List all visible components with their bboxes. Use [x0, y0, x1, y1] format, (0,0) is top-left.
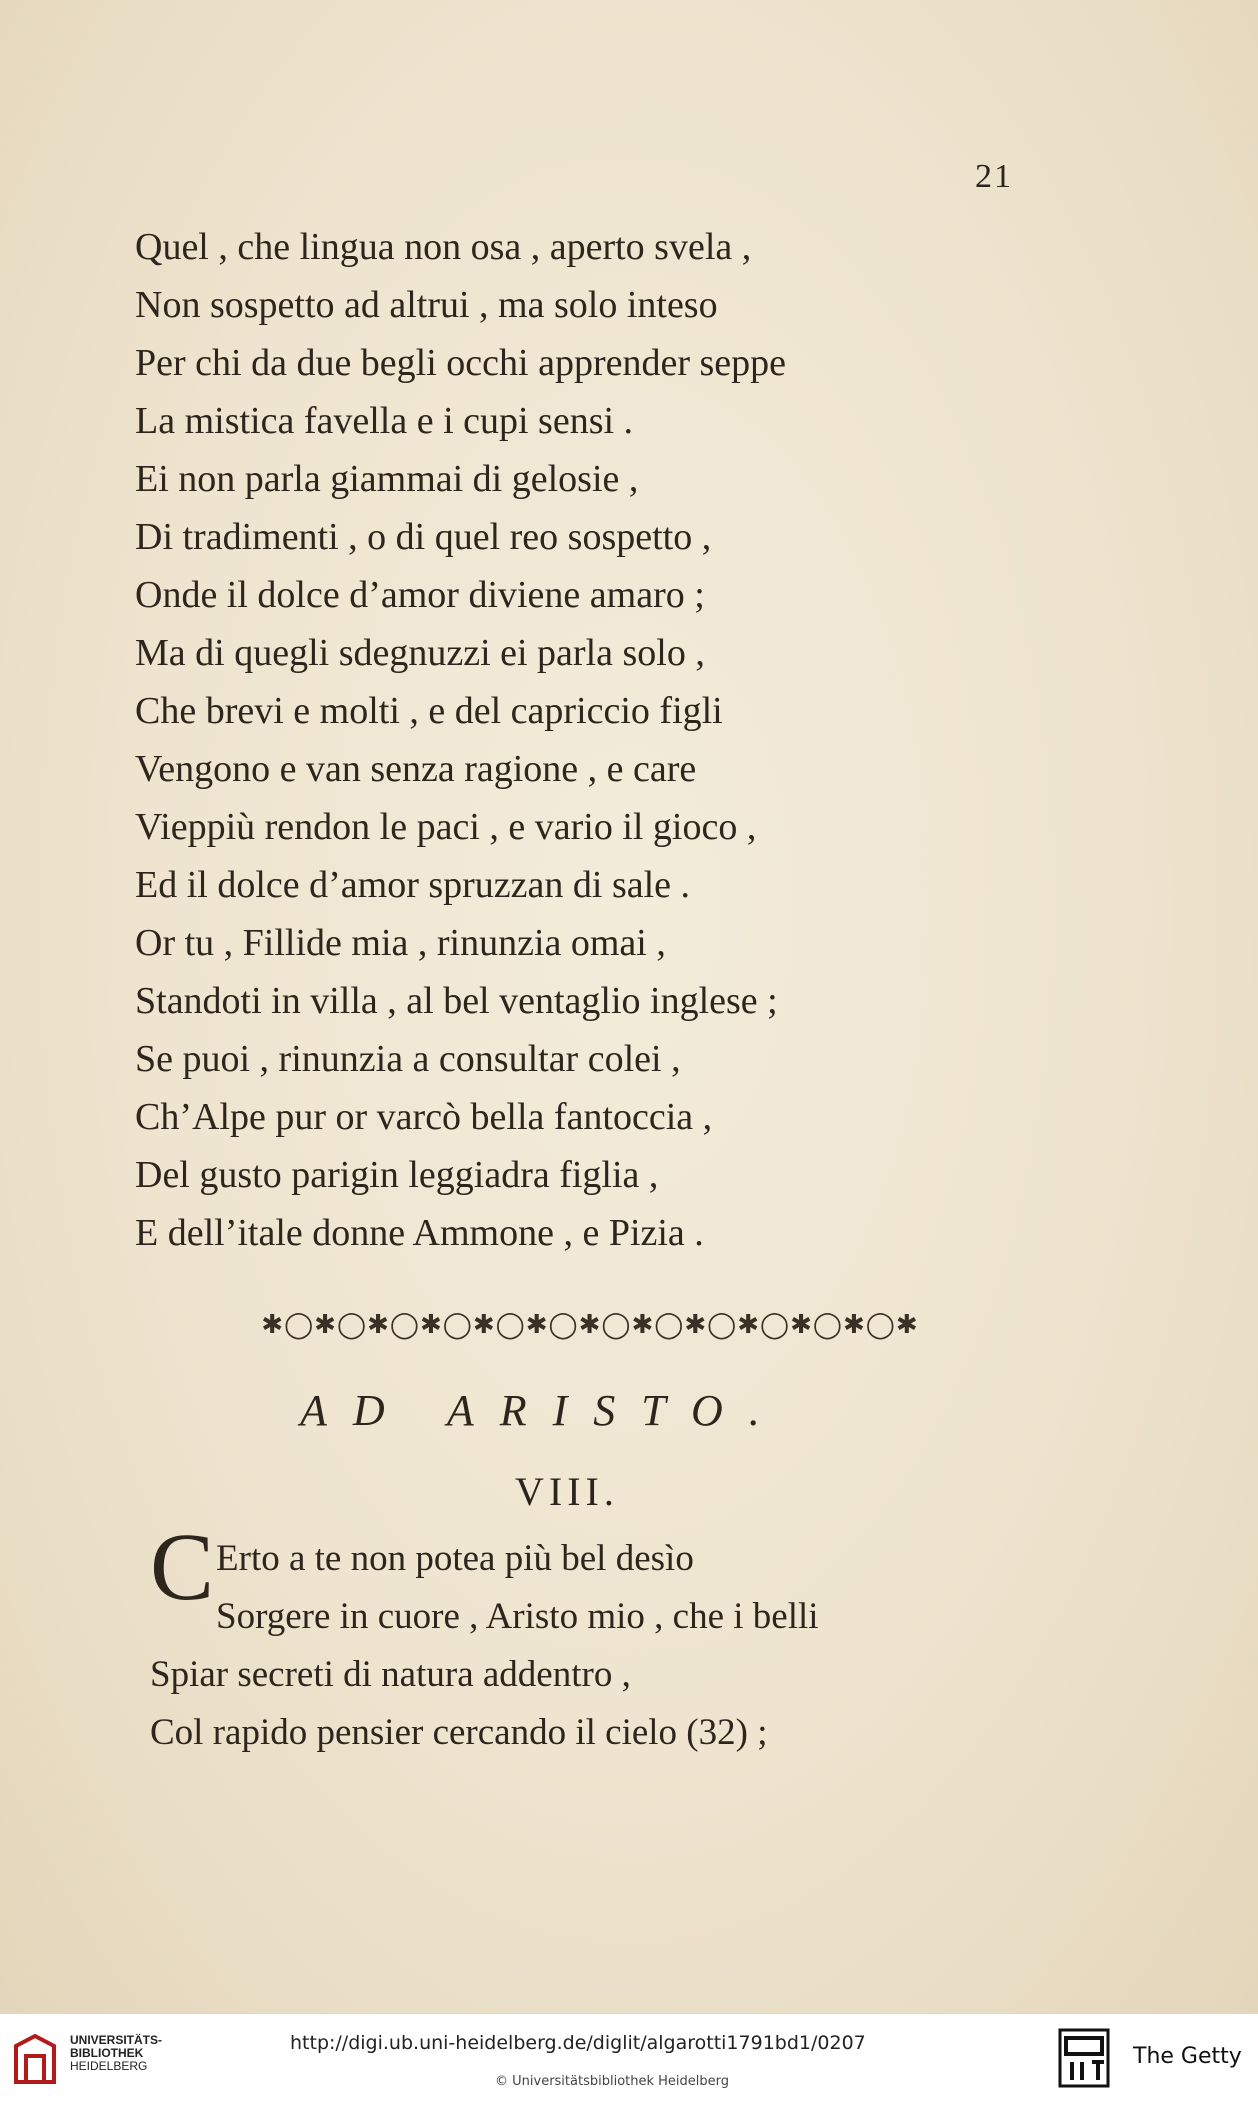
poem-line: Se puoi , rinunzia a consultar colei , — [135, 1038, 681, 1080]
poem-line: Del gusto parigin leggiadra figlia , — [135, 1154, 659, 1196]
poem-line: Ei non parla giammai di gelosie , — [135, 458, 639, 500]
poem-line: Onde il dolce d’amor diviene amaro ; — [135, 574, 705, 616]
poem-line: Vieppiù rendon le paci , e vario il gioco , — [135, 806, 757, 848]
poem-line: Ma di quegli sdegnuzzi ei parla solo , — [135, 632, 705, 674]
copyright-notice: © Universitätsbibliothek Heidelberg — [495, 2074, 730, 2089]
source-url-link[interactable]: http://digi.ub.uni-heidelberg.de/diglit/algarotti1791bd1/0207 — [290, 2032, 866, 2054]
poem-line: Quel , che lingua non osa , aperto svela , — [135, 226, 752, 268]
poem-line: Per chi da due begli occhi apprender seppe — [135, 342, 787, 384]
poem-line: Di tradimenti , o di quel reo sospetto , — [135, 516, 712, 558]
getty-name: The Getty — [1133, 2044, 1242, 2069]
poem-line: Ed il dolce d’amor spruzzan di sale . — [135, 864, 691, 906]
getty-logo-icon — [1058, 2028, 1110, 2088]
library-name: UNIVERSITÄTS- BIBLIOTHEK HEIDELBERG — [70, 2033, 163, 2073]
section-title: AD ARISTO. — [300, 1386, 786, 1435]
poem-line: La mistica favella e i cupi sensi . — [135, 400, 634, 442]
ornamental-divider: ✱◯✱◯✱◯✱◯✱◯✱◯✱◯✱◯✱◯✱◯✱◯✱◯✱ — [261, 1310, 919, 1340]
poem-line: Or tu , Fillide mia , rinunzia omai , — [135, 922, 666, 964]
poem-line: Che brevi e molti , e del capriccio figli — [135, 690, 723, 732]
second-poem-lines — [150, 1588, 1050, 1762]
poem-line: Sorgere in cuore , Aristo mio , che i belli — [216, 1596, 819, 1637]
page-number: 21 — [975, 158, 1013, 195]
section-numeral: VIII. — [515, 1469, 619, 1514]
poem-line: Vengono e van senza ragione , e care — [135, 748, 697, 790]
poem-text — [135, 218, 1035, 1262]
poem-line: Non sospetto ad altrui , ma solo inteso — [135, 284, 718, 326]
university-library-logo-icon — [10, 2032, 60, 2087]
poem-line-first-rest: Erto a te non potea più bel desìo — [216, 1538, 694, 1579]
poem-line: E dell’itale donne Ammone , e Pizia . — [135, 1212, 704, 1254]
drop-cap: C — [150, 1513, 215, 1620]
footer-bar — [0, 2013, 1258, 2104]
poem-line: Standoti in villa , al bel ventaglio inglese ; — [135, 980, 778, 1022]
poem-line: Spiar secreti di natura addentro , — [150, 1654, 631, 1695]
second-poem-text — [150, 1513, 1050, 1762]
poem-line: Ch’Alpe pur or varcò bella fantoccia , — [135, 1096, 713, 1138]
poem-line: Col rapido pensier cercando il cielo (32) ; — [150, 1712, 768, 1753]
